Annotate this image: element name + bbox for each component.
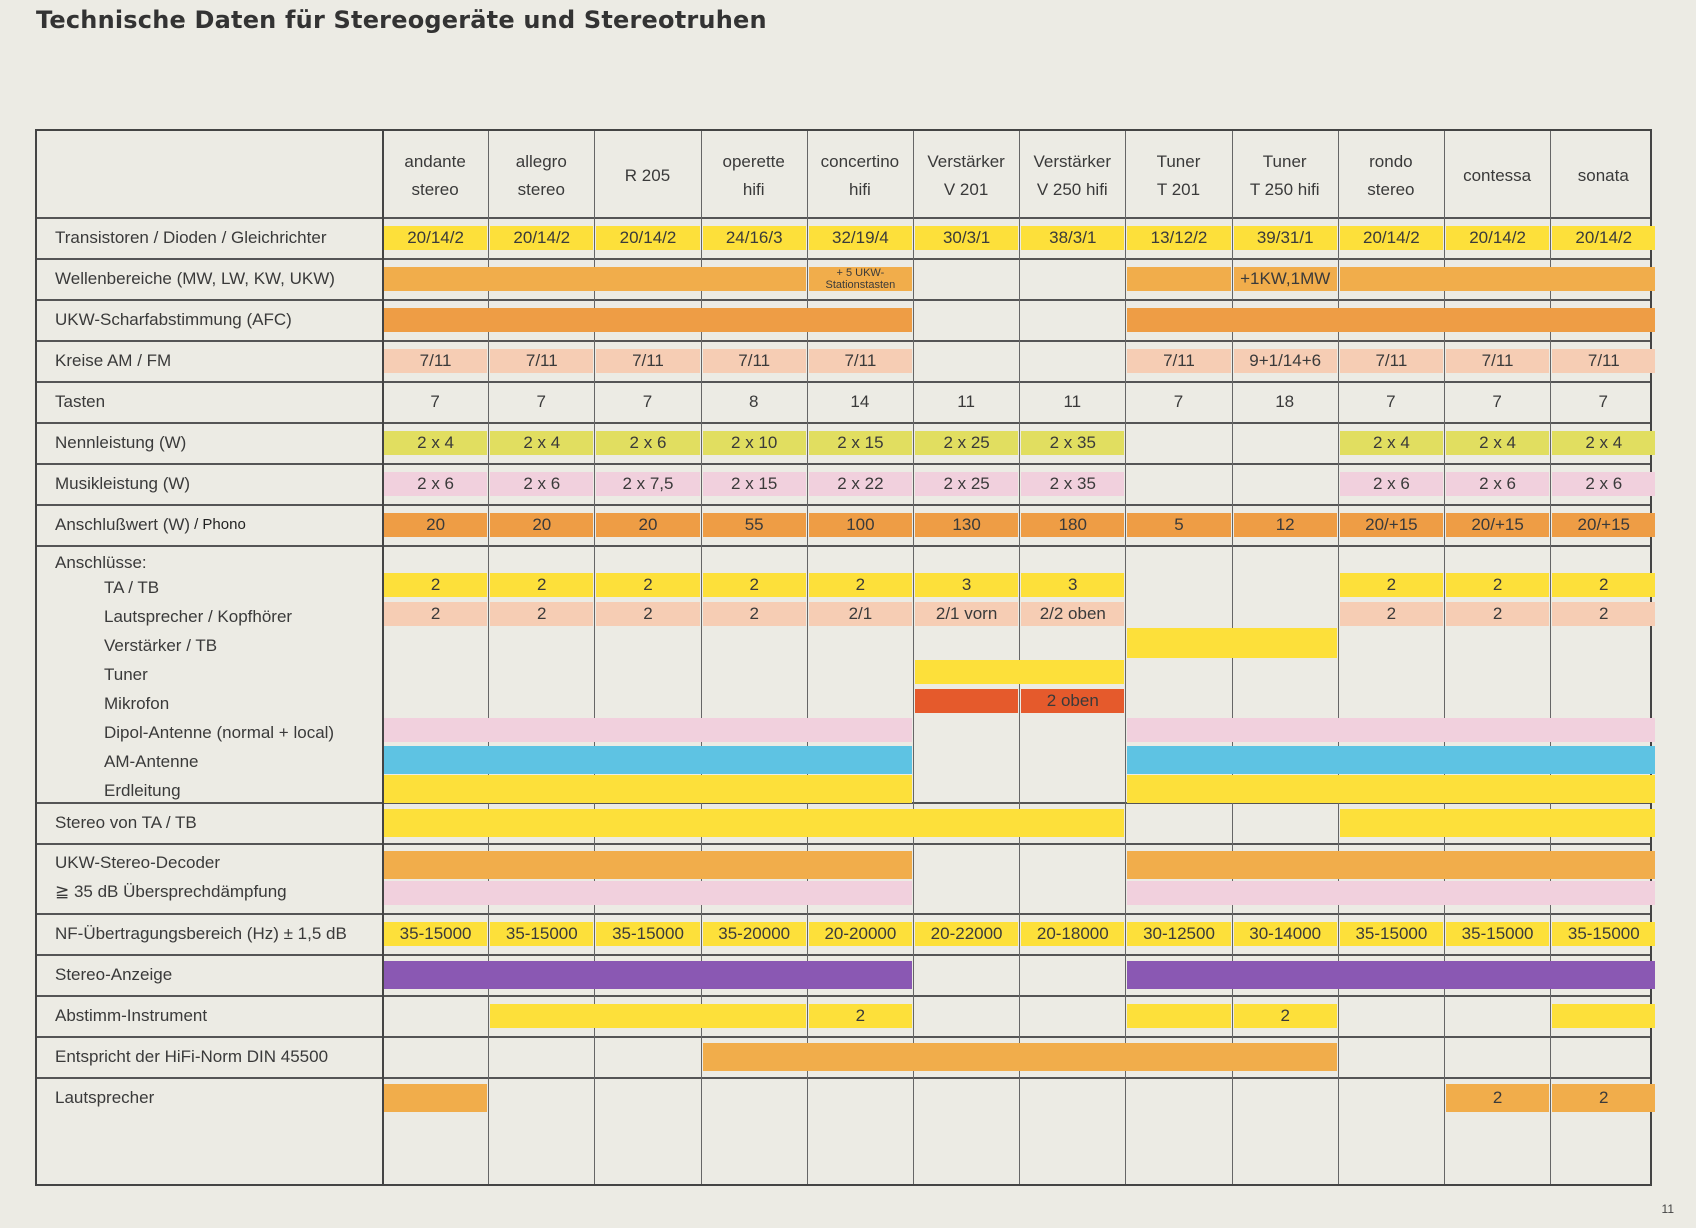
anschlusswert-value: 20/+15 <box>1552 513 1655 537</box>
nennleistung-value: 2 x 6 <box>596 431 699 455</box>
musikleistung-value: 2 x 7,5 <box>596 472 699 496</box>
nf-value: 35-15000 <box>1340 922 1443 946</box>
column-header-variant: T 201 <box>1156 180 1201 199</box>
row-label-abstimm-text: Abstimm-Instrument <box>55 1005 208 1025</box>
lautsprecher-kopfhoerer-value: 2 <box>1552 602 1655 626</box>
nf-value: 20-22000 <box>915 922 1018 946</box>
tasten-value: 7 <box>1173 392 1184 411</box>
row-label-anschlusswert <box>37 504 382 545</box>
anschlusswert-value: 180 <box>1021 513 1124 537</box>
anschlusswert-value: 20/+15 <box>1340 513 1443 537</box>
nf-value: 35-20000 <box>703 922 806 946</box>
nf-value: 35-15000 <box>490 922 593 946</box>
row-label-stereo-anzeige-text: Stereo-Anzeige <box>55 964 173 984</box>
wellenbereiche-bar <box>384 267 806 291</box>
column-header <box>594 131 700 221</box>
anschlusswert-value: 130 <box>915 513 1018 537</box>
afc-bar <box>384 308 912 332</box>
row-label-kreise <box>37 340 382 381</box>
column-header-name: concertino <box>820 152 900 171</box>
column-header <box>1125 131 1231 221</box>
row-label-decoder-sub: ≧ 35 dB Übersprechdämpfung <box>55 882 287 901</box>
column-header-variant: hifi <box>849 180 871 199</box>
column-header-name: andante <box>404 152 466 171</box>
column-header-variant: stereo <box>1367 180 1415 199</box>
lautsprecher-value-contessa: 2 <box>1446 1084 1549 1112</box>
decoder-bar <box>1127 851 1655 879</box>
transistoren-value: 30/3/1 <box>915 226 1018 250</box>
lautsprecher-kopfhoerer-value: 2 <box>1446 602 1549 626</box>
nennleistung-value: 2 x 4 <box>384 431 487 455</box>
nf-value: 35-15000 <box>384 922 487 946</box>
transistoren-value: 20/14/2 <box>490 226 593 250</box>
musikleistung-value: 2 x 25 <box>915 472 1018 496</box>
column-header-name: Verstärker <box>1033 152 1112 171</box>
musikleistung-value: 2 x 22 <box>809 472 912 496</box>
ta-tb-value: 2 <box>384 573 487 597</box>
transistoren-value: 20/14/2 <box>384 226 487 250</box>
nennleistung-value: 2 x 10 <box>703 431 806 455</box>
nennleistung-value: 2 x 25 <box>915 431 1018 455</box>
anschluesse-heading: Anschlüsse: <box>55 553 147 572</box>
tasten-value: 7 <box>642 392 653 411</box>
lautsprecher-value-sonata: 2 <box>1552 1084 1655 1112</box>
lautsprecher-kopfhoerer-value: 2 <box>703 602 806 626</box>
uebersprech-bar <box>1127 881 1655 905</box>
anschluesse-sublabel-verstaerker_tb: Verstärker / TB <box>104 636 218 655</box>
tasten-value: 11 <box>1063 392 1082 411</box>
note-line: Stationstasten <box>825 279 896 291</box>
abstimm-value-concertino: 2 <box>809 1004 912 1028</box>
musikleistung-value: 2 x 35 <box>1021 472 1124 496</box>
ta-tb-value: 3 <box>1021 573 1124 597</box>
nf-value: 35-15000 <box>1552 922 1655 946</box>
nf-value: 30-12500 <box>1127 922 1230 946</box>
lautsprecher-kopfhoerer-value: 2 <box>384 602 487 626</box>
row-label-anschlusswert-text: Anschlußwert (W) <box>55 514 191 534</box>
kreise-value: 7/11 <box>703 349 806 373</box>
kreise-value: 7/11 <box>1446 349 1549 373</box>
column-header-name: operette <box>722 152 785 171</box>
column-header-variant: stereo <box>411 180 459 199</box>
kreise-value: 7/11 <box>1127 349 1230 373</box>
anschlusswert-value: 20 <box>596 513 699 537</box>
lautsprecher-kopfhoerer-value: 2 <box>490 602 593 626</box>
tasten-value: 7 <box>430 392 440 411</box>
column-header-variant: hifi <box>742 180 765 199</box>
tasten-value: 14 <box>850 392 870 411</box>
row-label-nf <box>37 913 382 954</box>
transistoren-value: 20/14/2 <box>1552 226 1655 250</box>
wellenbereiche-note-tuner: +1KW,1MW <box>1234 267 1337 291</box>
lautsprecher-kopfhoerer-value: 2/2 oben <box>1021 602 1124 626</box>
column-divider <box>1019 131 1020 1184</box>
row-label-wellenbereiche <box>37 258 382 299</box>
kreise-value: 7/11 <box>1552 349 1655 373</box>
row-label-nennleistung <box>37 422 382 463</box>
musikleistung-value: 2 x 6 <box>1552 472 1655 496</box>
wellenbereiche-bar <box>1340 267 1656 291</box>
row-label-transistoren <box>37 217 382 258</box>
column-header-name: Tuner <box>1262 152 1307 171</box>
column-header <box>807 131 913 221</box>
row-label-afc <box>37 299 382 340</box>
musikleistung-value: 2 x 6 <box>384 472 487 496</box>
transistoren-value: 13/12/2 <box>1127 226 1230 250</box>
hifi-norm-bar <box>703 1043 1337 1071</box>
column-header-name: Tuner <box>1156 152 1201 171</box>
lautsprecher-kopfhoerer-value: 2 <box>596 602 699 626</box>
column-header-name: contessa <box>1463 166 1532 185</box>
anschlusswert-value: 12 <box>1234 513 1337 537</box>
column-header-name: Verstärker <box>927 152 1005 171</box>
column-header-variant: V 250 hifi <box>1036 180 1108 199</box>
erdleitung-bar <box>384 775 912 803</box>
stereo-ta-tb-bar <box>384 809 1124 837</box>
column-divider <box>1125 131 1126 1184</box>
row-label-anschlusswert-suffix: / Phono <box>194 516 246 533</box>
musikleistung-value: 2 x 6 <box>1446 472 1549 496</box>
note-line: + 5 UKW- <box>836 267 885 279</box>
musikleistung-value: 2 x 6 <box>490 472 593 496</box>
column-header-name: rondo <box>1369 152 1413 171</box>
anschluesse-sublabel-dipol: Dipol-Antenne (normal + local) <box>104 723 335 742</box>
spec-table <box>35 129 1652 1186</box>
dipol-bar <box>384 718 912 742</box>
row-label-nennleistung-text: Nennleistung (W) <box>55 432 187 452</box>
row-label-tasten <box>37 381 382 422</box>
nf-value: 30-14000 <box>1234 922 1337 946</box>
column-header <box>1232 131 1338 221</box>
lautsprecher-kopfhoerer-value: 2/1 vorn <box>915 602 1018 626</box>
ta-tb-value: 2 <box>809 573 912 597</box>
anschluesse-sublabel-lautsprecher_kopfhoerer: Lautsprecher / Kopfhörer <box>104 607 293 626</box>
row-label-transistoren-text: Transistoren / Dioden / Gleichrichter <box>55 227 327 247</box>
column-header <box>1338 131 1444 221</box>
nennleistung-value: 2 x 4 <box>490 431 593 455</box>
verstaerker-tb-bar <box>1127 628 1336 658</box>
nennleistung-value: 2 x 4 <box>1552 431 1655 455</box>
anschlusswert-value: 20 <box>490 513 593 537</box>
anschlusswert-value: 20/+15 <box>1446 513 1549 537</box>
anschluesse-sublabel-am_antenne: AM-Antenne <box>104 752 199 771</box>
nennleistung-value: 2 x 4 <box>1340 431 1443 455</box>
musikleistung-value: 2 x 15 <box>703 472 806 496</box>
mikrofon-value: 2 oben <box>1021 689 1124 713</box>
tasten-value: 7 <box>1386 392 1396 411</box>
column-header-name: R 205 <box>624 166 671 185</box>
column-header <box>488 131 594 221</box>
column-header <box>701 131 807 221</box>
ta-tb-value: 3 <box>915 573 1018 597</box>
anschluesse-sublabel-tuner: Tuner <box>104 665 148 684</box>
afc-bar <box>1127 308 1655 332</box>
anschluesse-sublabel-erdleitung: Erdleitung <box>104 781 181 800</box>
abstimm-bar <box>490 1004 806 1028</box>
kreise-value: 7/11 <box>596 349 699 373</box>
ta-tb-value: 2 <box>1446 573 1549 597</box>
tasten-value: 11 <box>957 392 975 411</box>
transistoren-value: 32/19/4 <box>809 226 912 250</box>
row-label-afc-text: UKW-Scharfabstimmung (AFC) <box>55 309 292 329</box>
kreise-value: 7/11 <box>384 349 487 373</box>
abstimm-bar <box>1127 1004 1230 1028</box>
row-label-wellenbereiche-text: Wellenbereiche (MW, LW, KW, UKW) <box>55 268 335 288</box>
wellenbereiche-bar <box>1127 267 1230 291</box>
kreise-value: 7/11 <box>490 349 593 373</box>
row-label-tasten-text: Tasten <box>55 391 106 411</box>
transistoren-value: 39/31/1 <box>1234 226 1337 250</box>
row-label-stereo-anzeige <box>37 954 382 995</box>
anschlusswert-value: 100 <box>809 513 912 537</box>
anschlusswert-value: 55 <box>703 513 806 537</box>
row-label-kreise-text: Kreise AM / FM <box>55 350 172 370</box>
anschluesse-sublabel-mikrofon: Mikrofon <box>104 694 170 713</box>
anschlusswert-value: 5 <box>1127 513 1230 537</box>
column-header-variant: T 250 hifi <box>1249 180 1320 199</box>
transistoren-value: 20/14/2 <box>1446 226 1549 250</box>
kreise-value: 7/11 <box>1340 349 1443 373</box>
row-label-lautsprecher-text: Lautsprecher <box>55 1087 155 1107</box>
ta-tb-value: 2 <box>703 573 806 597</box>
tuner-bar <box>915 660 1124 684</box>
page-number: 11 <box>1661 1202 1674 1216</box>
lautsprecher-bar <box>384 1084 487 1112</box>
nf-value: 35-15000 <box>596 922 699 946</box>
transistoren-value: 24/16/3 <box>703 226 806 250</box>
row-label-decoder: UKW-Stereo-Decoder <box>55 853 221 872</box>
ta-tb-value: 2 <box>1340 573 1443 597</box>
erdleitung-bar <box>1127 775 1655 803</box>
musikleistung-value: 2 x 6 <box>1340 472 1443 496</box>
anschluesse-sublabel-ta_tb: TA / TB <box>104 578 160 597</box>
column-divider <box>1338 131 1339 1184</box>
tasten-value: 7 <box>536 392 547 411</box>
anschlusswert-value: 20 <box>384 513 487 537</box>
row-label-nf-text: NF-Übertragungsbereich (Hz) ± 1,5 dB <box>55 923 347 943</box>
dipol-bar <box>1127 718 1655 742</box>
stereo-anzeige-bar <box>384 961 912 989</box>
column-header-variant: stereo <box>517 180 565 199</box>
row-label-abstimm <box>37 995 382 1036</box>
lautsprecher-kopfhoerer-value: 2/1 <box>809 602 912 626</box>
ta-tb-value: 2 <box>490 573 593 597</box>
abstimm-bar <box>1552 1004 1655 1028</box>
row-label-hifi-norm <box>37 1036 382 1077</box>
transistoren-value: 38/3/1 <box>1021 226 1124 250</box>
row-label-musikleistung-text: Musikleistung (W) <box>55 473 191 493</box>
decoder-bar <box>384 851 912 879</box>
row-label-stereo-ta-tb <box>37 802 382 843</box>
stereo-ta-tb-bar <box>1340 809 1656 837</box>
mikrofon-bar <box>915 689 1018 713</box>
row-label-stereo-ta-tb-text: Stereo von TA / TB <box>55 812 197 832</box>
nennleistung-value: 2 x 4 <box>1446 431 1549 455</box>
transistoren-value: 20/14/2 <box>596 226 699 250</box>
nennleistung-value: 2 x 35 <box>1021 431 1124 455</box>
tasten-value: 7 <box>1598 392 1609 411</box>
am-antenne-bar <box>384 746 912 774</box>
lautsprecher-kopfhoerer-value: 2 <box>1340 602 1443 626</box>
nf-value: 20-20000 <box>809 922 912 946</box>
row-label-hifi-norm-text: Entspricht der HiFi-Norm DIN 45500 <box>55 1046 329 1066</box>
nf-value: 20-18000 <box>1021 922 1124 946</box>
kreise-value: 9+1/14+6 <box>1234 349 1337 373</box>
column-divider <box>913 131 914 1184</box>
stereo-anzeige-bar <box>1127 961 1655 989</box>
column-header <box>382 131 488 221</box>
tasten-value: 8 <box>748 392 759 411</box>
abstimm-value-tuner: 2 <box>1234 1004 1337 1028</box>
ta-tb-value: 2 <box>596 573 699 597</box>
column-header-variant: V 201 <box>943 180 989 199</box>
column-header <box>1019 131 1125 221</box>
transistoren-value: 20/14/2 <box>1340 226 1443 250</box>
column-header-name: allegro <box>515 152 567 171</box>
tasten-value: 18 <box>1275 392 1295 411</box>
am-antenne-bar <box>1127 746 1655 774</box>
column-header <box>1444 131 1550 221</box>
row-label-lautsprecher <box>37 1077 382 1118</box>
kreise-value: 7/11 <box>809 349 912 373</box>
wellenbereiche-note-concertino <box>809 267 912 291</box>
column-header-name: sonata <box>1577 166 1629 185</box>
row-label-musikleistung <box>37 463 382 504</box>
tasten-value: 7 <box>1492 392 1502 411</box>
column-divider <box>807 131 808 1184</box>
nennleistung-value: 2 x 15 <box>809 431 912 455</box>
ta-tb-value: 2 <box>1552 573 1655 597</box>
nf-value: 35-15000 <box>1446 922 1549 946</box>
uebersprech-bar <box>384 881 912 905</box>
column-header <box>1550 131 1656 221</box>
page-title: Technische Daten für Stereogeräte und Stereotruhen <box>36 6 767 34</box>
column-header <box>913 131 1019 221</box>
